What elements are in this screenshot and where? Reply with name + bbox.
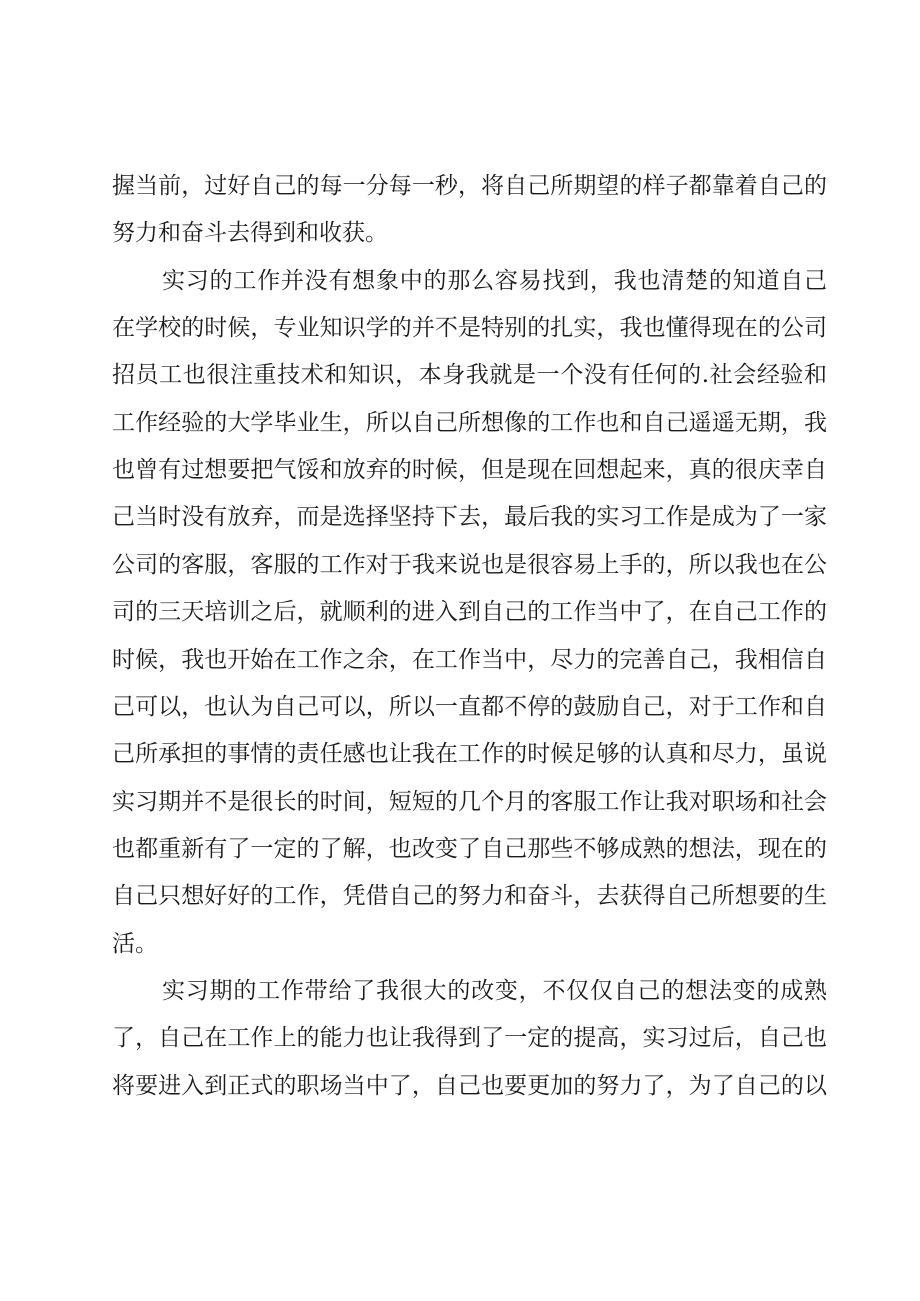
paragraph-first-line: 实习的工作并没有想象中的那么容易找到，我也清楚的知道自己 xyxy=(162,268,827,294)
text-line: 在学校的时候，专业知识学的并不是特别的扎实，我也懂得现在的公司 xyxy=(112,315,827,341)
text-line: 时候，我也开始在工作之余，在工作当中，尽力的完善自己，我相信自 xyxy=(112,647,827,673)
text-line: 己当时没有放弃，而是选择坚持下去，最后我的实习工作是成为了一家 xyxy=(112,504,827,530)
text-line: 了，自己在工作上的能力也让我得到了一定的提高，实习过后，自己也 xyxy=(112,1025,827,1051)
text-line: 己所承担的事情的责任感也让我在工作的时候足够的认真和尽力，虽说 xyxy=(112,741,827,767)
text-line: 也曾有过想要把气馁和放弃的时候，但是现在回想起来，真的很庆幸自 xyxy=(112,457,827,483)
text-line: 努力和奋斗去得到和收获。 xyxy=(112,220,388,246)
text-line: 活。 xyxy=(112,931,158,957)
text-line: 自己只想好好的工作，凭借自己的努力和奋斗，去获得自己所想要的生 xyxy=(112,883,827,909)
text-line: 将要进入到正式的职场当中了，自己也要更加的努力了，为了自己的以 xyxy=(112,1073,827,1099)
text-line: 己可以，也认为自己可以，所以一直都不停的鼓励自己，对于工作和自 xyxy=(112,694,827,720)
paragraph-first-line: 实习期的工作带给了我很大的改变，不仅仅自己的想法变的成熟 xyxy=(162,978,827,1004)
text-line: 公司的客服，客服的工作对于我来说也是很容易上手的，所以我也在公 xyxy=(112,552,827,578)
text-line: 招员工也很注重技术和知识，本身我就是一个没有任何的.社会经验和 xyxy=(112,362,827,388)
text-line: 握当前，过好自己的每一分每一秒，将自己所期望的样子都靠着自己的 xyxy=(112,173,827,199)
text-line: 工作经验的大学毕业生，所以自己所想像的工作也和自己遥遥无期，我 xyxy=(112,410,827,436)
text-line: 实习期并不是很长的时间，短短的几个月的客服工作让我对职场和社会 xyxy=(112,789,827,815)
text-line: 也都重新有了一定的了解，也改变了自己那些不够成熟的想法，现在的 xyxy=(112,836,827,862)
text-line: 司的三天培训之后，就顺利的进入到自己的工作当中了，在自己工作的 xyxy=(112,599,827,625)
